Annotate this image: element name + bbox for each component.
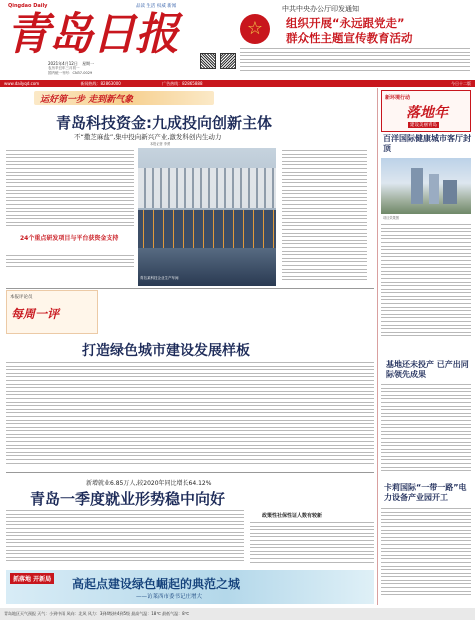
right-story2-body: [381, 384, 471, 479]
tower: [411, 168, 423, 204]
side-promo-title: 新环境行动: [385, 95, 411, 101]
bottom-promo-tag: 抓落地 开新局: [10, 573, 54, 584]
commentary-label: 本报评论员: [10, 295, 33, 300]
side-promo-sub: 建设美丽青岛: [410, 123, 437, 128]
tower: [429, 174, 439, 204]
jobs-side-headline: 政策性社保性证人数有较新: [262, 513, 323, 519]
campaign-banner-text: 运好第一步 走到新气象: [40, 95, 134, 105]
lead-story-body-left: [6, 150, 134, 232]
column-divider: [377, 88, 378, 605]
section-rule: [6, 472, 374, 473]
jobs-side-body: [250, 522, 374, 566]
weekday-text: 星期一: [82, 61, 95, 66]
top-story-kicker: 中共中央办公厅印发通知: [282, 5, 359, 13]
lead-story-body-left-bottom: [6, 255, 134, 271]
newspaper-title: 青岛日报: [6, 9, 178, 60]
top-story: [238, 4, 471, 79]
right-story1-photo: [381, 158, 471, 214]
lunar-date: 农历辛丑年三月初一: [48, 66, 80, 70]
top-story-headline-line1: 组织开展“永远跟党走”: [286, 16, 405, 30]
jobs-story-kicker: 新增就业6.85万人,较2020年同比增长64.12%: [86, 480, 212, 487]
lead-story-headline: 青岛科技资金:九成投向创新主体: [56, 114, 273, 132]
machine-row: [138, 210, 276, 248]
lead-story-byline: 本报记者 李勇: [150, 142, 171, 146]
masthead: [6, 3, 238, 78]
website-text: www.dailyqd.com: [4, 81, 40, 86]
footer-weather: [0, 608, 475, 620]
right-story1-headline: 百洋国际健康城市客厅封顶: [383, 134, 471, 153]
right-story3-headline: 卡莉国际“一带一路”电力设备产业园开工: [384, 483, 467, 502]
bottom-promo-subhead: ——访莱西市委书记庄增大: [136, 594, 203, 600]
news-hotline: 新闻热线：82863000: [80, 81, 121, 86]
weather-text: 青岛地区天气预报 天气：小到中雨 风向：北风 风力：3到4级转4到5级 最高气温：18℃ 最低气温：8℃: [4, 611, 190, 616]
right-story3-body: [381, 508, 471, 603]
right-story2-headline: 基地还未投产 已产出同际领先成果: [386, 360, 469, 379]
right-story1-caption: 项目效果图: [383, 216, 399, 220]
ad-hotline: 广告热线：82865888: [162, 81, 203, 86]
qr-code: [220, 53, 236, 69]
photo-caption: 青岛某科技企业生产车间: [140, 276, 179, 280]
qr-code: [200, 53, 216, 69]
tower: [443, 180, 457, 204]
top-story-body: [240, 48, 470, 78]
commentary-headline: 打造绿色城市建设发展样板: [82, 343, 250, 359]
lead-story-subhead: 不“撒芝麻盐”,集中投向新兴产业,激发科创内生动力: [74, 133, 222, 141]
info-band: [0, 80, 475, 87]
lead-story-pullquote: 24个重点研发项目与平台获资金支持: [20, 235, 119, 242]
page-count: 今日十二版: [451, 81, 471, 86]
right-story1-body: [381, 224, 471, 344]
side-promo: [381, 90, 471, 132]
masthead-sticker: Qingdao Daily: [8, 3, 48, 9]
masthead-slogans: 品读 生活 权威 新闻: [136, 4, 177, 9]
lead-story-body-right: [282, 150, 367, 288]
side-promo-tag: 落地年: [406, 105, 448, 121]
commentary-box: [6, 290, 98, 334]
jobs-story-headline: 青岛一季度就业形势稳中向好: [30, 490, 226, 508]
top-story-headline-line2: 群众性主题宣传教育活动: [286, 31, 413, 45]
commentary-body: [6, 362, 374, 468]
lead-story-photo: [138, 148, 276, 286]
machine-row: [138, 168, 276, 208]
issue-info: 国内统一刊号：CN37-0029: [48, 71, 93, 75]
date-text: 2021年4月12日: [48, 61, 78, 66]
commentary-column: 每周一评: [11, 307, 60, 321]
top-story-emblem: ☆: [240, 14, 270, 44]
section-rule: [6, 288, 374, 289]
jobs-story-body: [6, 510, 244, 566]
bottom-promo-headline: 高起点建设绿色崛起的典范之城: [72, 577, 241, 591]
bottom-promo: [6, 570, 374, 604]
